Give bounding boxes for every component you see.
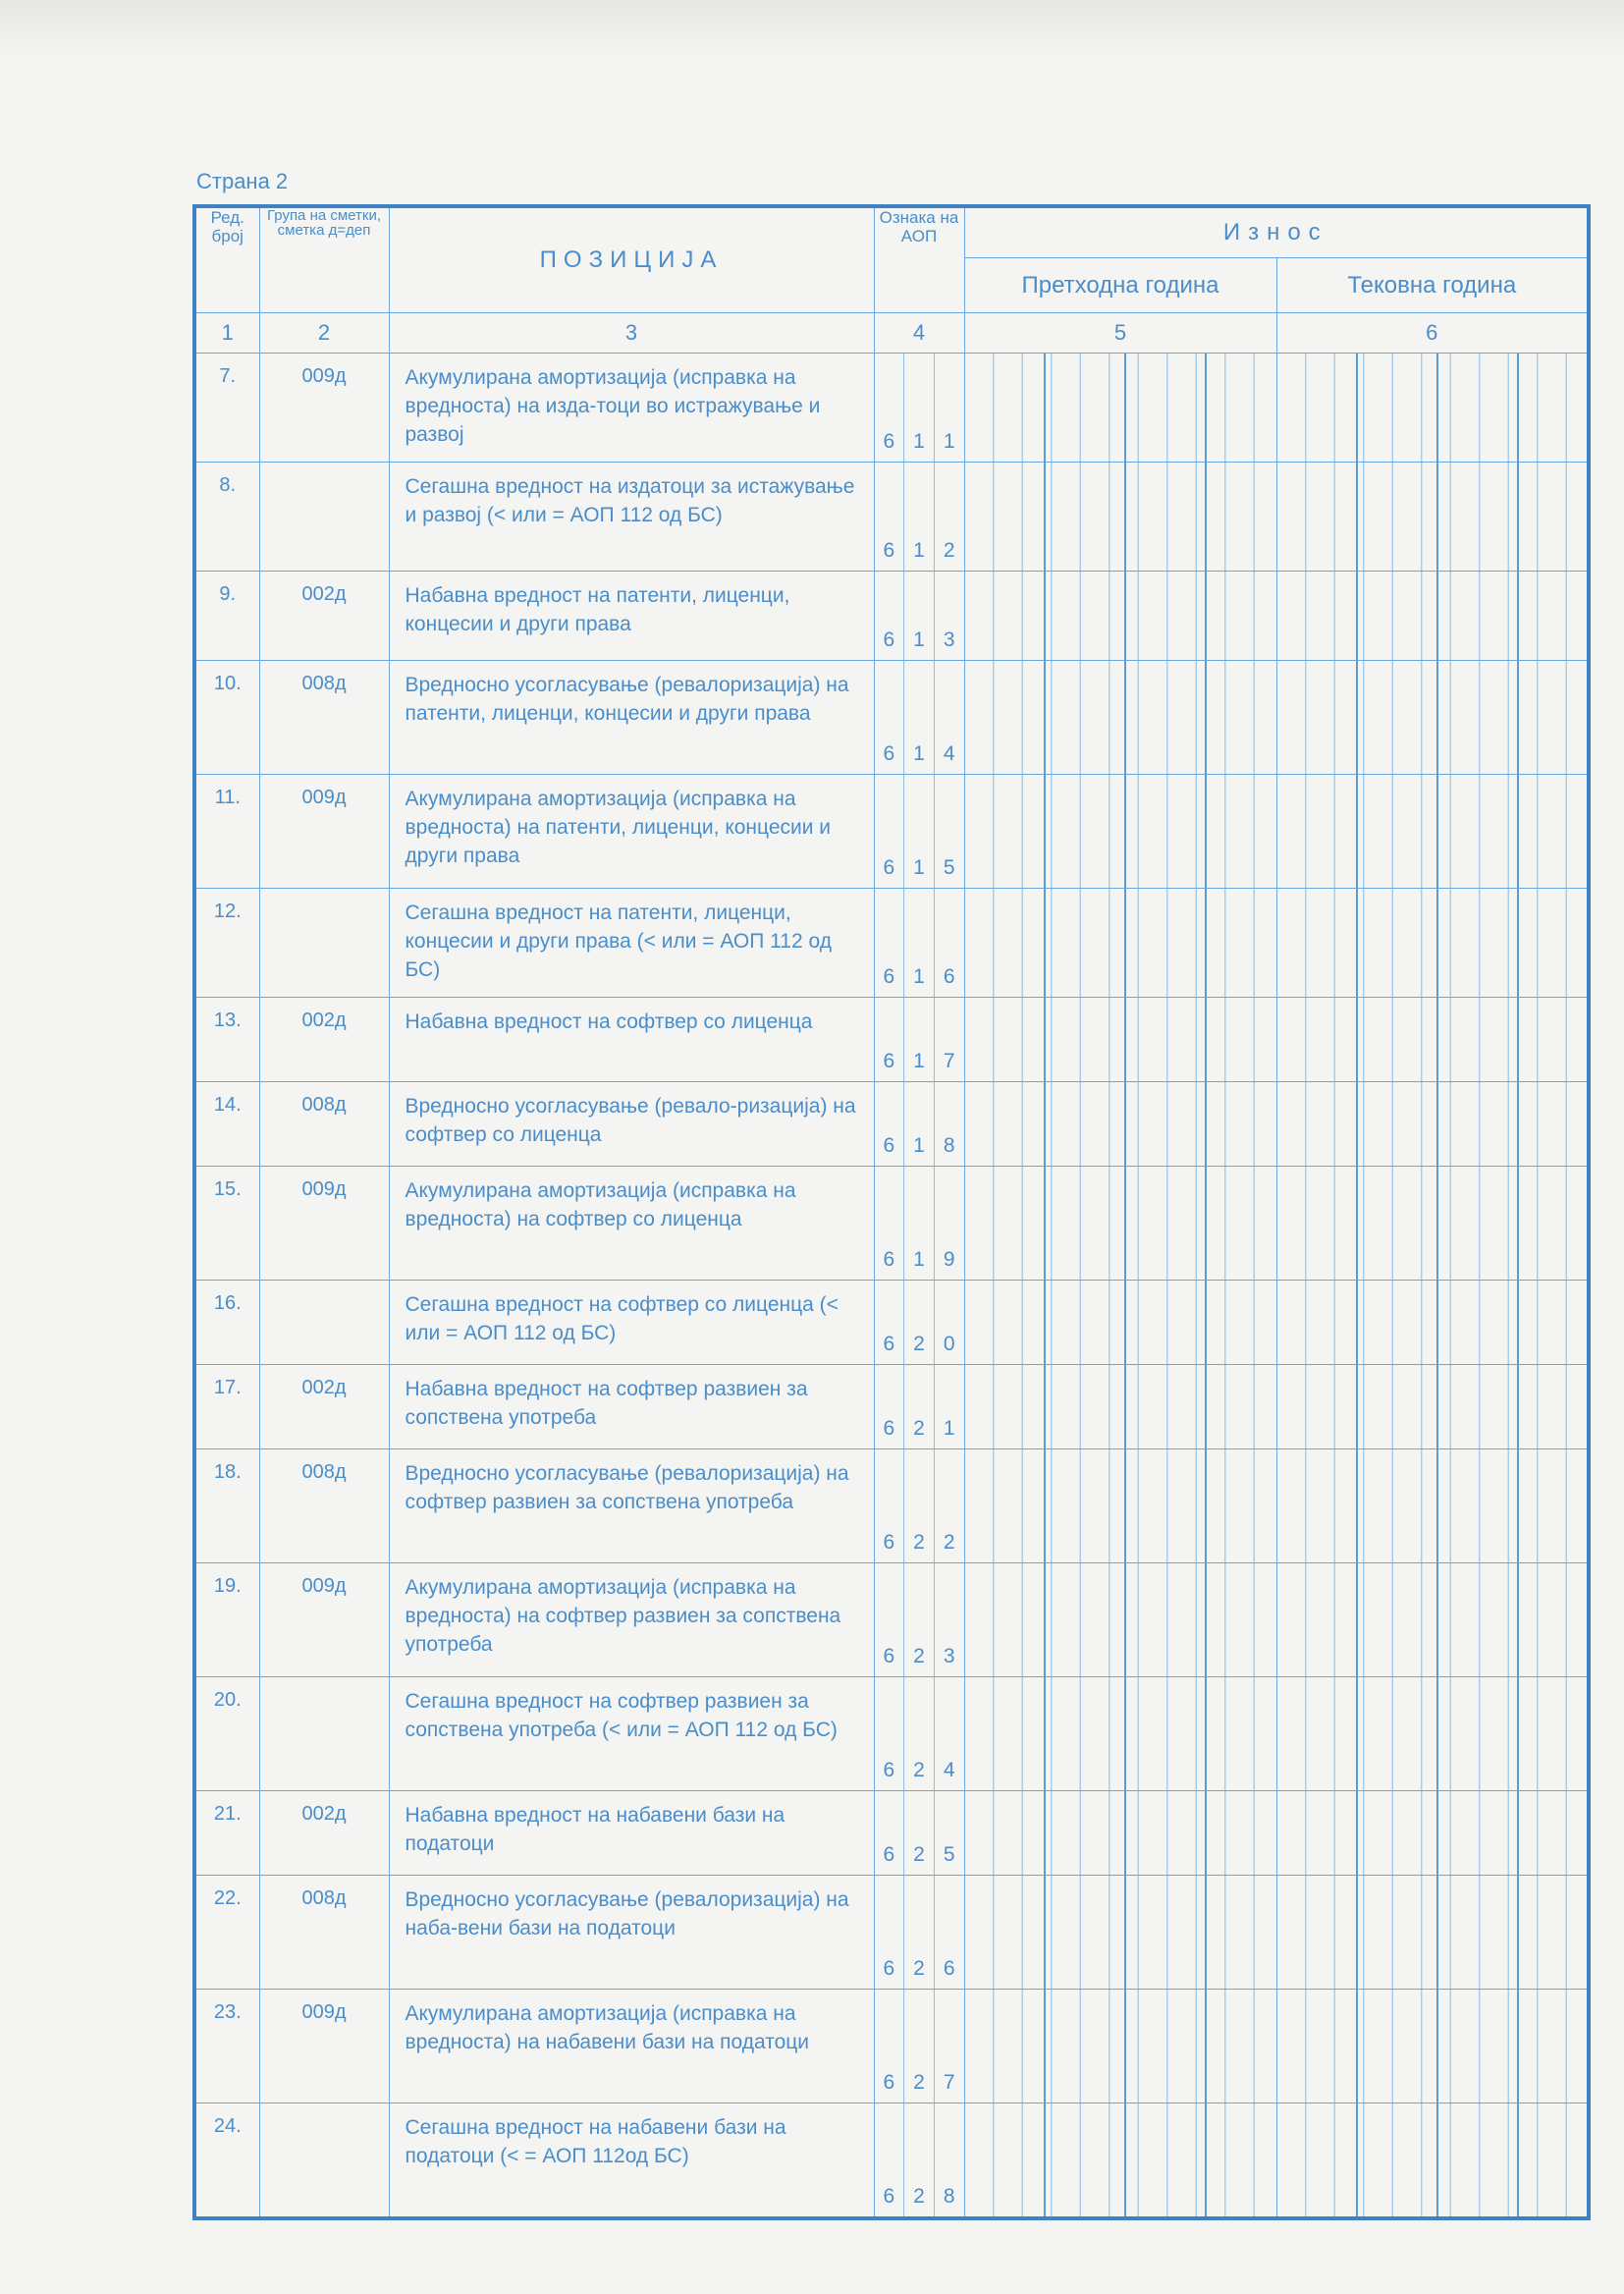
amount-current-year-field[interactable] bbox=[1276, 1876, 1589, 1990]
aop-form-table bbox=[192, 204, 1591, 2220]
column-number: 3 bbox=[389, 313, 874, 354]
aop-code bbox=[874, 1791, 964, 1876]
row-number: 24. bbox=[194, 2103, 259, 2219]
aop-digits bbox=[875, 1677, 964, 1790]
amount-current-year-field[interactable] bbox=[1276, 1563, 1589, 1677]
column-number: 5 bbox=[964, 313, 1276, 354]
account-group bbox=[259, 1677, 389, 1791]
amount-previous-year-field[interactable] bbox=[964, 1876, 1276, 1990]
amount-previous-year-field[interactable] bbox=[964, 1791, 1276, 1876]
aop-digit: 1 bbox=[904, 1167, 935, 1280]
table-row bbox=[194, 661, 1589, 775]
account-group: 008д bbox=[259, 1082, 389, 1167]
digit-grid bbox=[965, 1791, 1276, 1875]
digit-grid bbox=[1277, 1990, 1588, 2103]
aop-digits bbox=[875, 2103, 964, 2216]
aop-digit: 6 bbox=[875, 572, 905, 660]
amount-previous-year-field[interactable] bbox=[964, 354, 1276, 463]
aop-digit: 6 bbox=[875, 1990, 905, 2103]
aop-code bbox=[874, 775, 964, 889]
amount-current-year-field[interactable] bbox=[1276, 998, 1589, 1082]
aop-digit: 6 bbox=[875, 2103, 905, 2216]
digit-grid bbox=[965, 998, 1276, 1081]
row-number: 18. bbox=[194, 1449, 259, 1563]
amount-previous-year-field[interactable] bbox=[964, 998, 1276, 1082]
account-group: 008д bbox=[259, 1876, 389, 1990]
aop-digits bbox=[875, 354, 964, 462]
digit-grid bbox=[965, 1876, 1276, 1989]
account-group: 009д bbox=[259, 1167, 389, 1281]
digit-grid bbox=[1277, 1876, 1588, 1989]
aop-digit: 1 bbox=[904, 775, 935, 888]
aop-code bbox=[874, 1876, 964, 1990]
position-text: Акумулирана амортизација (исправка на вредноста) на набавени бази на податоци bbox=[389, 1990, 874, 2103]
aop-digit: 6 bbox=[875, 1677, 905, 1790]
aop-digit: 6 bbox=[875, 1365, 905, 1448]
table-row bbox=[194, 889, 1589, 998]
amount-previous-year-field[interactable] bbox=[964, 1281, 1276, 1365]
header-prethodna-godina: Претходна година bbox=[964, 258, 1276, 313]
amount-previous-year-field[interactable] bbox=[964, 889, 1276, 998]
aop-digit: 1 bbox=[904, 661, 935, 774]
digit-grid bbox=[965, 1449, 1276, 1562]
aop-digit: 6 bbox=[875, 998, 905, 1081]
row-number: 12. bbox=[194, 889, 259, 998]
digit-grid bbox=[1277, 1082, 1588, 1166]
digit-grid bbox=[1277, 998, 1588, 1081]
amount-previous-year-field[interactable] bbox=[964, 1449, 1276, 1563]
row-number: 14. bbox=[194, 1082, 259, 1167]
table-row bbox=[194, 2103, 1589, 2219]
digit-grid bbox=[1277, 1449, 1588, 1562]
column-number: 1 bbox=[194, 313, 259, 354]
aop-digits bbox=[875, 1449, 964, 1562]
row-number: 7. bbox=[194, 354, 259, 463]
aop-digit: 3 bbox=[943, 628, 955, 651]
header-oznaka-aop: Ознака на АОП bbox=[874, 206, 964, 313]
aop-digits bbox=[875, 998, 964, 1081]
aop-code bbox=[874, 1563, 964, 1677]
table-row bbox=[194, 1082, 1589, 1167]
aop-digit: 6 bbox=[875, 1791, 905, 1875]
amount-current-year-field[interactable] bbox=[1276, 1281, 1589, 1365]
amount-previous-year-field[interactable] bbox=[964, 1167, 1276, 1281]
aop-digit: 6 bbox=[943, 965, 955, 988]
digit-grid bbox=[1277, 1677, 1588, 1790]
aop-digit: 6 bbox=[875, 775, 905, 888]
row-number: 22. bbox=[194, 1876, 259, 1990]
row-number: 13. bbox=[194, 998, 259, 1082]
aop-code bbox=[874, 1449, 964, 1563]
aop-digit: 6 bbox=[875, 1449, 905, 1562]
account-group: 002д bbox=[259, 1791, 389, 1876]
aop-digit: 9 bbox=[943, 1248, 955, 1271]
position-text: Вредносно усогласување (ревало-ризација) на софтвер со лиценца bbox=[389, 1082, 874, 1167]
table-row bbox=[194, 572, 1589, 661]
amount-previous-year-field[interactable] bbox=[964, 572, 1276, 661]
digit-grid bbox=[1277, 1365, 1588, 1448]
page-number-label: Страна 2 bbox=[196, 169, 289, 193]
aop-digit: 2 bbox=[904, 1677, 935, 1790]
digit-grid bbox=[965, 463, 1276, 571]
position-text: Сегашна вредност на издатоци за истажување и развој (< или = АОП 112 од БС) bbox=[389, 463, 874, 572]
amount-previous-year-field[interactable] bbox=[964, 1677, 1276, 1791]
aop-digits bbox=[875, 1563, 964, 1676]
amount-previous-year-field[interactable] bbox=[964, 463, 1276, 572]
position-text: Акумулирана амортизација (исправка на вредноста) на патенти, лиценци, концесии и други права bbox=[389, 775, 874, 889]
digit-grid bbox=[965, 1281, 1276, 1364]
aop-digit: 6 bbox=[875, 889, 905, 997]
position-text: Сегашна вредност на софтвер со лиценца (< или = АОП 112 од БС) bbox=[389, 1281, 874, 1365]
aop-code bbox=[874, 572, 964, 661]
aop-digit: 1 bbox=[904, 463, 935, 571]
aop-digit: 8 bbox=[943, 2185, 955, 2208]
aop-digit: 1 bbox=[904, 889, 935, 997]
table-row bbox=[194, 1167, 1589, 1281]
digit-grid bbox=[1277, 775, 1588, 888]
table-row bbox=[194, 1281, 1589, 1365]
amount-current-year-field[interactable] bbox=[1276, 661, 1589, 775]
table-row bbox=[194, 1449, 1589, 1563]
account-group bbox=[259, 1281, 389, 1365]
row-number: 17. bbox=[194, 1365, 259, 1449]
aop-digit: 1 bbox=[904, 572, 935, 660]
aop-code bbox=[874, 889, 964, 998]
amount-current-year-field[interactable] bbox=[1276, 1449, 1589, 1563]
aop-digits bbox=[875, 775, 964, 888]
row-number: 23. bbox=[194, 1990, 259, 2103]
position-text: Набавна вредност на патенти, лиценци, концесии и други права bbox=[389, 572, 874, 661]
row-number: 19. bbox=[194, 1563, 259, 1677]
digit-grid bbox=[1277, 889, 1588, 997]
aop-digit: 2 bbox=[904, 1876, 935, 1989]
aop-code bbox=[874, 354, 964, 463]
column-number: 4 bbox=[874, 313, 964, 354]
digit-grid bbox=[965, 661, 1276, 774]
digit-grid bbox=[1277, 354, 1588, 462]
aop-digits bbox=[875, 889, 964, 997]
aop-digit: 1 bbox=[943, 430, 955, 453]
aop-digit: 1 bbox=[904, 354, 935, 462]
amount-previous-year-field[interactable] bbox=[964, 1563, 1276, 1677]
position-text: Вредносно усогласување (ревалоризација) на софтвер развиен за сопствена употреба bbox=[389, 1449, 874, 1563]
aop-digit: 6 bbox=[875, 354, 905, 462]
aop-digit: 6 bbox=[875, 661, 905, 774]
aop-digits bbox=[875, 1281, 964, 1364]
account-group: 008д bbox=[259, 661, 389, 775]
digit-grid bbox=[1277, 572, 1588, 660]
account-group: 009д bbox=[259, 1563, 389, 1677]
position-text: Набавна вредност на софтвер со лиценца bbox=[389, 998, 874, 1082]
aop-digits bbox=[875, 463, 964, 571]
aop-code bbox=[874, 1167, 964, 1281]
digit-grid bbox=[965, 1365, 1276, 1448]
account-group: 009д bbox=[259, 354, 389, 463]
position-text: Вредносно усогласување (ревалоризација) на патенти, лиценци, концесии и други права bbox=[389, 661, 874, 775]
aop-code bbox=[874, 2103, 964, 2219]
row-number: 20. bbox=[194, 1677, 259, 1791]
amount-current-year-field[interactable] bbox=[1276, 1677, 1589, 1791]
account-group bbox=[259, 463, 389, 572]
account-group: 009д bbox=[259, 775, 389, 889]
aop-digit: 0 bbox=[943, 1333, 955, 1355]
amount-previous-year-field[interactable] bbox=[964, 1082, 1276, 1167]
digit-grid bbox=[965, 1167, 1276, 1280]
position-text: Сегашна вредност на патенти, лиценци, концесии и други права (< или = АОП 112 од БС) bbox=[389, 889, 874, 998]
header-red-broj: Ред. број bbox=[194, 206, 259, 313]
aop-digit: 6 bbox=[875, 463, 905, 571]
table-row bbox=[194, 354, 1589, 463]
account-group bbox=[259, 889, 389, 998]
aop-digit: 2 bbox=[904, 1791, 935, 1875]
position-text: Набавна вредност на набавени бази на податоци bbox=[389, 1791, 874, 1876]
row-number: 15. bbox=[194, 1167, 259, 1281]
amount-previous-year-field[interactable] bbox=[964, 775, 1276, 889]
amount-previous-year-field[interactable] bbox=[964, 661, 1276, 775]
position-text: Сегашна вредност на набавени бази на податоци (< = АОП 112од БС) bbox=[389, 2103, 874, 2219]
table-row bbox=[194, 1876, 1589, 1990]
header-tekovna-godina: Тековна година bbox=[1276, 258, 1589, 313]
aop-digits bbox=[875, 1876, 964, 1989]
digit-grid bbox=[1277, 661, 1588, 774]
digit-grid bbox=[1277, 463, 1588, 571]
aop-digit: 2 bbox=[904, 1281, 935, 1364]
aop-code bbox=[874, 1990, 964, 2103]
aop-digit: 4 bbox=[943, 742, 955, 765]
digit-grid bbox=[965, 354, 1276, 462]
table-row bbox=[194, 775, 1589, 889]
digit-grid bbox=[965, 572, 1276, 660]
amount-current-year-field[interactable] bbox=[1276, 572, 1589, 661]
row-number: 10. bbox=[194, 661, 259, 775]
digit-grid bbox=[965, 1563, 1276, 1676]
table-row bbox=[194, 998, 1589, 1082]
row-number: 16. bbox=[194, 1281, 259, 1365]
position-text: Набавна вредност на софтвер развиен за сопствена употреба bbox=[389, 1365, 874, 1449]
account-group: 009д bbox=[259, 1990, 389, 2103]
aop-code bbox=[874, 998, 964, 1082]
aop-digit: 5 bbox=[943, 856, 955, 879]
header-iznos: Износ bbox=[964, 206, 1589, 258]
amount-previous-year-field[interactable] bbox=[964, 2103, 1276, 2219]
position-text: Вредносно усогласување (ревалоризација) на наба-вени бази на податоци bbox=[389, 1876, 874, 1990]
aop-digit: 2 bbox=[904, 1449, 935, 1562]
account-group: 002д bbox=[259, 998, 389, 1082]
row-number: 21. bbox=[194, 1791, 259, 1876]
aop-digit: 2 bbox=[904, 1563, 935, 1676]
amount-previous-year-field[interactable] bbox=[964, 1365, 1276, 1449]
amount-previous-year-field[interactable] bbox=[964, 1990, 1276, 2103]
digit-grid bbox=[965, 1677, 1276, 1790]
digit-grid bbox=[1277, 1563, 1588, 1676]
row-number: 8. bbox=[194, 463, 259, 572]
amount-current-year-field[interactable] bbox=[1276, 1167, 1589, 1281]
table-row bbox=[194, 1791, 1589, 1876]
column-number: 2 bbox=[259, 313, 389, 354]
table-row bbox=[194, 1365, 1589, 1449]
aop-digit: 3 bbox=[943, 1645, 955, 1667]
digit-grid bbox=[1277, 1281, 1588, 1364]
aop-digit: 2 bbox=[904, 2103, 935, 2216]
aop-digit: 6 bbox=[875, 1563, 905, 1676]
digit-grid bbox=[1277, 2103, 1588, 2216]
row-number: 11. bbox=[194, 775, 259, 889]
amount-current-year-field[interactable] bbox=[1276, 354, 1589, 463]
aop-code bbox=[874, 1365, 964, 1449]
aop-digit: 2 bbox=[943, 1531, 955, 1554]
aop-digit: 6 bbox=[875, 1876, 905, 1989]
digit-grid bbox=[965, 889, 1276, 997]
account-group: 008д bbox=[259, 1449, 389, 1563]
position-text: Акумулирана амортизација (исправка на вредноста) на софтвер развиен за сопствена употреба bbox=[389, 1563, 874, 1677]
account-group bbox=[259, 2103, 389, 2219]
aop-digits bbox=[875, 1990, 964, 2103]
aop-code bbox=[874, 1281, 964, 1365]
amount-current-year-field[interactable] bbox=[1276, 1990, 1589, 2103]
table-row bbox=[194, 463, 1589, 572]
aop-code bbox=[874, 463, 964, 572]
digit-grid bbox=[965, 775, 1276, 888]
aop-digit: 5 bbox=[943, 1843, 955, 1866]
aop-digit: 7 bbox=[943, 1050, 955, 1072]
table-row bbox=[194, 1677, 1589, 1791]
header-grupa: Група на сметки, сметка д=деп bbox=[259, 206, 389, 313]
aop-digit: 2 bbox=[904, 1990, 935, 2103]
aop-digit: 6 bbox=[875, 1281, 905, 1364]
position-text: Акумулирана амортизација (исправка на вредноста) на софтвер со лиценца bbox=[389, 1167, 874, 1281]
aop-code bbox=[874, 661, 964, 775]
position-text: Сегашна вредност на софтвер развиен за сопствена употреба (< или = АОП 112 од БС) bbox=[389, 1677, 874, 1791]
digit-grid bbox=[965, 1082, 1276, 1166]
account-group: 002д bbox=[259, 1365, 389, 1449]
digit-grid bbox=[965, 2103, 1276, 2216]
header-row bbox=[194, 206, 1589, 258]
aop-digit: 2 bbox=[943, 539, 955, 562]
amount-current-year-field[interactable] bbox=[1276, 1791, 1589, 1876]
aop-digit: 1 bbox=[904, 998, 935, 1081]
aop-digits bbox=[875, 1082, 964, 1166]
amount-current-year-field[interactable] bbox=[1276, 775, 1589, 889]
aop-digit: 8 bbox=[943, 1134, 955, 1157]
digit-grid bbox=[965, 1990, 1276, 2103]
account-group: 002д bbox=[259, 572, 389, 661]
position-text: Акумулирана амортизација (исправка на вредноста) на изда-тоци во истражување и развој bbox=[389, 354, 874, 463]
amount-current-year-field[interactable] bbox=[1276, 2103, 1589, 2219]
amount-current-year-field[interactable] bbox=[1276, 1365, 1589, 1449]
digit-grid bbox=[1277, 1791, 1588, 1875]
aop-digits bbox=[875, 661, 964, 774]
aop-digit: 6 bbox=[875, 1167, 905, 1280]
aop-digits bbox=[875, 1365, 964, 1448]
aop-digit: 6 bbox=[875, 1082, 905, 1166]
header-pozicija: ПОЗИЦИЈА bbox=[389, 206, 874, 313]
digit-grid bbox=[1277, 1167, 1588, 1280]
amount-current-year-field[interactable] bbox=[1276, 1082, 1589, 1167]
table-row bbox=[194, 1563, 1589, 1677]
amount-current-year-field[interactable] bbox=[1276, 889, 1589, 998]
aop-digits bbox=[875, 572, 964, 660]
aop-digit: 6 bbox=[943, 1957, 955, 1980]
aop-digits bbox=[875, 1167, 964, 1280]
aop-digits bbox=[875, 1791, 964, 1875]
aop-digit: 1 bbox=[943, 1417, 955, 1440]
aop-digit: 1 bbox=[904, 1082, 935, 1166]
table-row bbox=[194, 1990, 1589, 2103]
aop-digit: 7 bbox=[943, 2071, 955, 2094]
page-edge-shadow bbox=[0, 0, 1624, 59]
aop-code bbox=[874, 1082, 964, 1167]
column-number-row bbox=[194, 313, 1589, 354]
aop-code bbox=[874, 1677, 964, 1791]
aop-digit: 4 bbox=[943, 1759, 955, 1781]
row-number: 9. bbox=[194, 572, 259, 661]
amount-current-year-field[interactable] bbox=[1276, 463, 1589, 572]
aop-digit: 2 bbox=[904, 1365, 935, 1448]
column-number: 6 bbox=[1276, 313, 1589, 354]
